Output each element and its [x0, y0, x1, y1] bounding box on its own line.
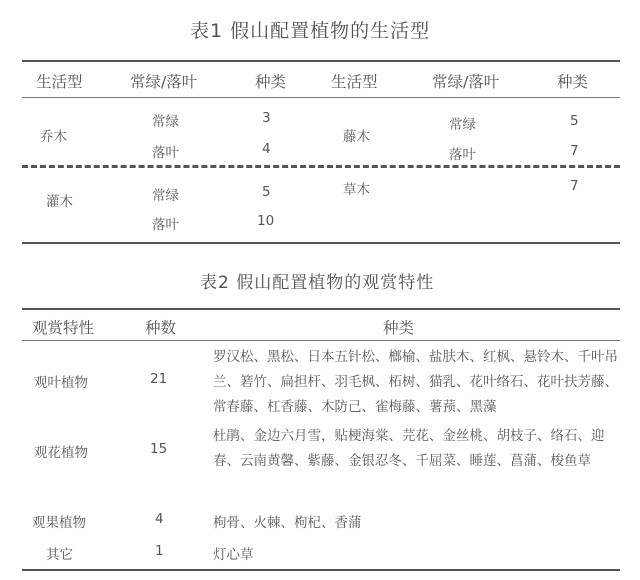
table1-vine-evergreen: 常绿 [449, 117, 476, 133]
table2-header-species: 种类 [383, 319, 415, 337]
table2-row-count: 15 [150, 441, 168, 457]
table1-vine-deciduous-count: 7 [570, 143, 579, 159]
table1-lifeform-herb: 草木 [343, 182, 370, 198]
table1-dashed-divider [22, 165, 620, 168]
table1-shrub-deciduous-count: 10 [257, 213, 275, 229]
table1-tree-evergreen: 常绿 [152, 114, 179, 130]
table1-top-rule [22, 60, 620, 62]
table1-header-rule [22, 97, 620, 98]
table1-bottom-rule [22, 242, 620, 244]
table2-row-feature: 观花植物 [34, 445, 88, 461]
table2-row-feature: 观果植物 [32, 515, 86, 531]
table2-top-rule [22, 308, 620, 310]
table2-row-species: 罗汉松、黑松、日本五针松、榔榆、盐肤木、红枫、悬铃木、千叶吊兰、箬竹、扁担杆、羽毛枫、柘树、猫乳、花叶络石、花叶扶芳藤、常春藤、杠香藤、木防己、雀梅藤、薯蓣、黑藻 [213, 349, 618, 415]
table1-shrub-evergreen-count: 5 [262, 184, 271, 200]
table1-vine-deciduous: 落叶 [449, 147, 476, 163]
table2-row-count: 1 [155, 543, 164, 559]
table2-header-rule [22, 340, 620, 341]
table1-header-evergreen-deciduous: 常绿/落叶 [130, 73, 198, 91]
table1-tree-deciduous-count: 4 [262, 141, 271, 157]
table2-title: 表2 假山配置植物的观赏特性 [200, 273, 435, 293]
table1-shrub-evergreen: 常绿 [152, 188, 179, 204]
table1-header-count-2: 种类 [557, 73, 589, 91]
table2-row-feature: 观叶植物 [34, 375, 88, 391]
table2-row-count: 21 [150, 371, 168, 387]
table2-row-species: 杜鹃、金边六月雪，贴梗海棠、芫花、金丝桃、胡枝子、络石、迎春、云南黄馨、紫藤、金银忍冬、千屈菜、睡莲、菖蒲、梭鱼草 [213, 428, 605, 469]
table1-tree-deciduous: 落叶 [152, 145, 179, 161]
table2-header-feature: 观赏特性 [32, 319, 95, 337]
table2-bottom-rule [22, 569, 620, 571]
table1-lifeform-tree: 乔木 [40, 129, 67, 145]
table2-row-species: 灯心草 [213, 547, 254, 563]
table1-header-count: 种类 [255, 73, 287, 91]
table2-row-feature: 其它 [46, 547, 73, 563]
table1-herb-count: 7 [570, 178, 579, 194]
table2-row-species: 枸骨、火棘、枸杞、香蒲 [213, 515, 362, 531]
table1-tree-evergreen-count: 3 [262, 110, 271, 126]
table1-lifeform-vine: 藤木 [343, 129, 370, 145]
table1-shrub-deciduous: 落叶 [152, 217, 179, 233]
table1-vine-evergreen-count: 5 [570, 113, 579, 129]
table2-row-count: 4 [155, 511, 164, 527]
table1-header-lifeform-2: 生活型 [331, 73, 378, 91]
table1-header-lifeform: 生活型 [36, 73, 83, 91]
table1-header-evergreen-deciduous-2: 常绿/落叶 [432, 73, 500, 91]
table2-header-count: 种数 [145, 319, 177, 337]
table1-title: 表1 假山配置植物的生活型 [190, 20, 431, 42]
table1-lifeform-shrub: 灌木 [46, 194, 73, 210]
